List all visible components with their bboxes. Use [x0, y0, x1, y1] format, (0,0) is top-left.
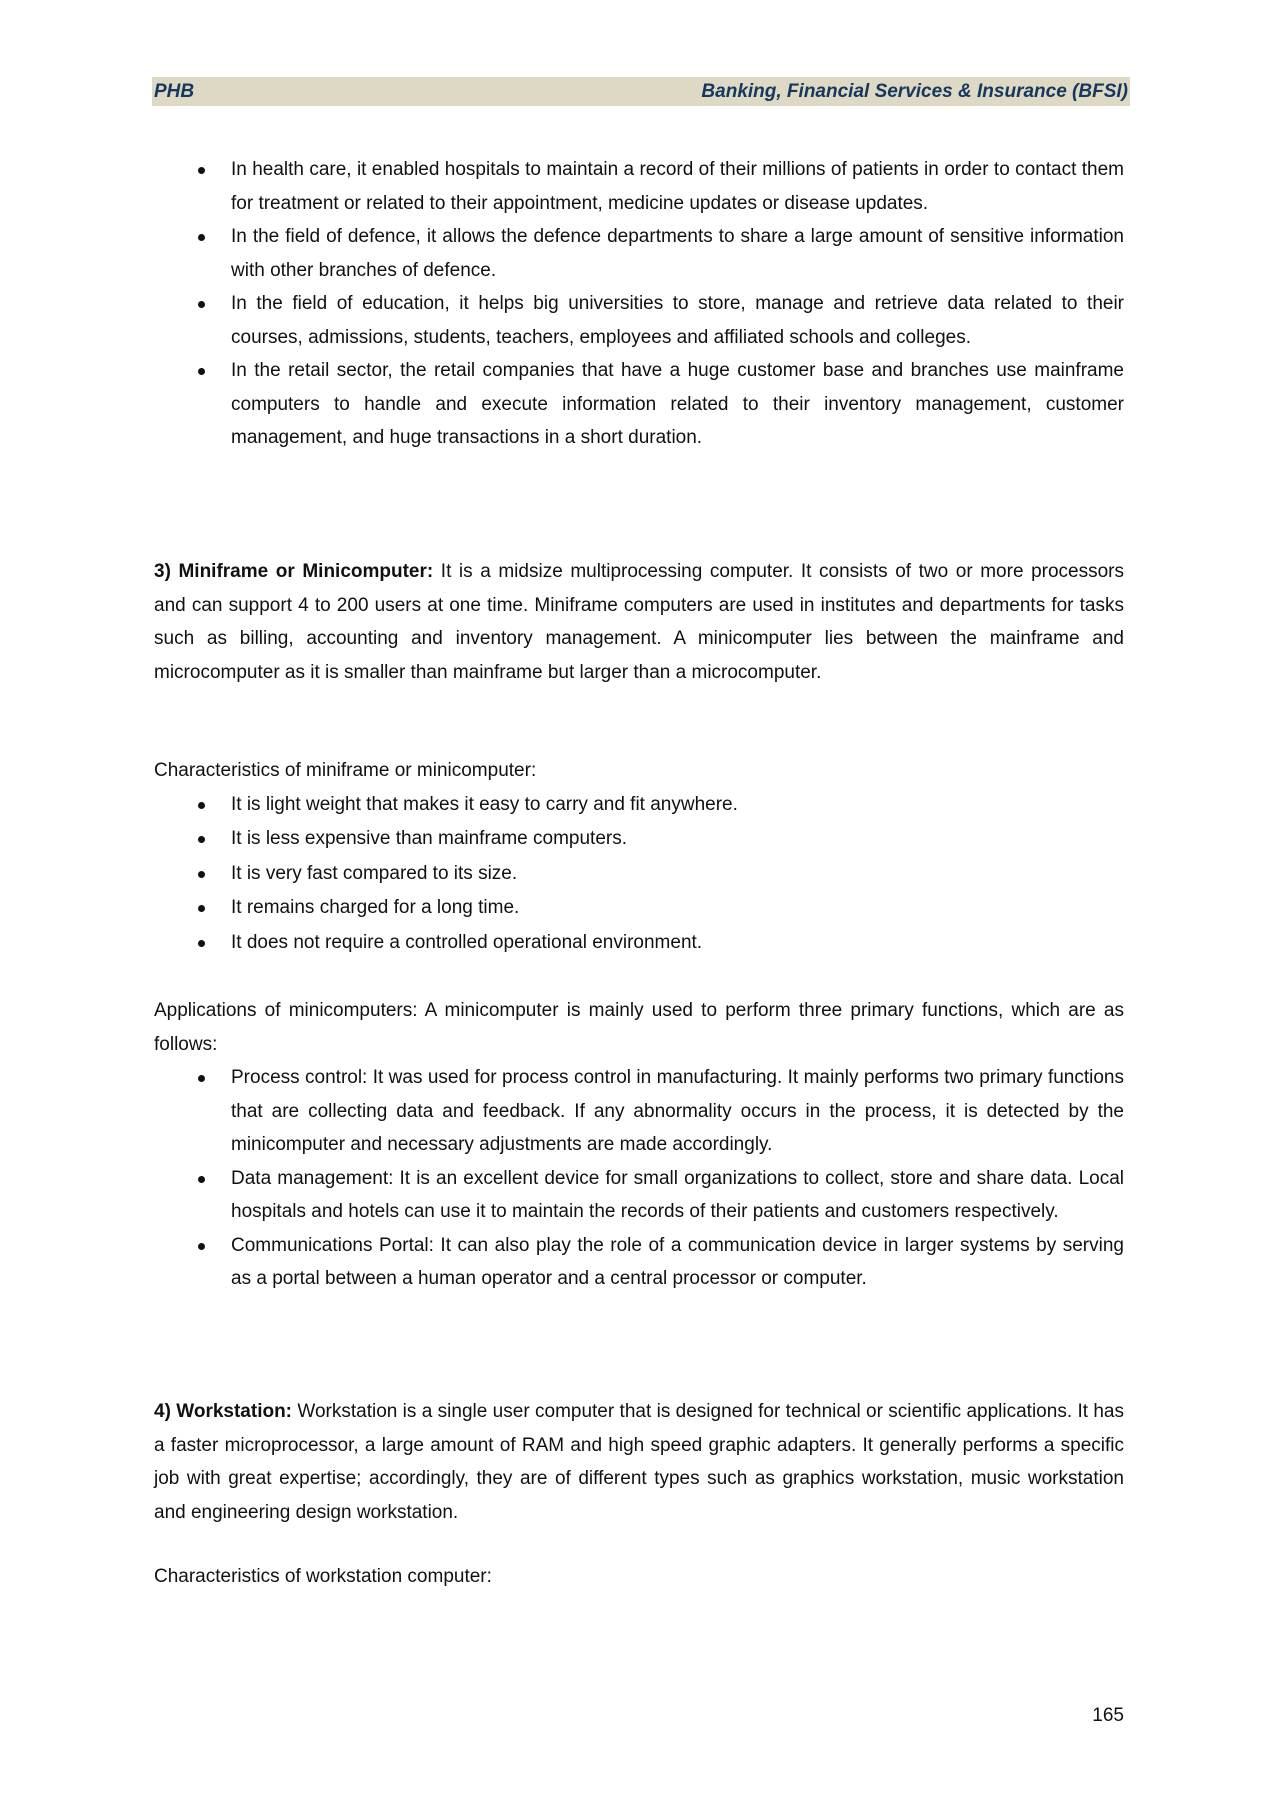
list-item: In the field of education, it helps big universities to store, manage and retrieve data related to their courses, admissions, students, teachers, employees and affiliated schools and colleges.	[154, 287, 1124, 354]
list-item: It remains charged for a long time.	[154, 891, 1124, 926]
list-intro: Characteristics of miniframe or minicomputer:	[154, 760, 537, 781]
paragraph-text: It is a midsize multiprocessing computer. It consists of two or more processors and can support 4 to 200 users at one time. Miniframe computers are used in institutes and departments for tasks such as billing, accounting and inventory management. A minicomputer lies between the mainframe and microcomputer as it is smaller than mainframe but larger than a microcomputer.	[154, 561, 1125, 683]
list-item: Communications Portal: It can also play the role of a communication device in larger systems by serving as a portal between a human operator and a central processor or computer.	[154, 1229, 1124, 1296]
minicomputer-applications	[154, 994, 1124, 1296]
paragraph-text: Workstation is a single user computer that is designed for technical or scientific applications. It has a faster microprocessor, a large amount of RAM and high speed graphic adapters. It generally performs a specific job with great expertise; accordingly, they are of different types such as graphics workstation, music workstation and engineering design workstation.	[154, 1401, 1124, 1523]
minicomputer-characteristics	[154, 754, 1124, 960]
section-heading: 4) Workstation:	[154, 1401, 293, 1422]
section-heading: 3) Miniframe or Minicomputer:	[154, 561, 434, 582]
minicomputer-paragraph	[154, 555, 1124, 689]
list-item: It does not require a controlled operational environment.	[154, 926, 1124, 961]
list-item: In the field of defence, it allows the defence departments to share a large amount of sensitive information with other branches of defence.	[154, 220, 1124, 287]
workstation-characteristics-intro	[154, 1560, 1124, 1594]
list-item: Data management: It is an excellent device for small organizations to collect, store and share data. Local hospitals and hotels can use it to maintain the records of their patients and customers respectively.	[154, 1162, 1124, 1229]
list-intro: Applications of minicomputers: A minicomputer is mainly used to perform three primary functions, which are as follows:	[154, 1000, 1124, 1055]
list-item: It is very fast compared to its size.	[154, 857, 1124, 892]
list-item: In health care, it enabled hospitals to maintain a record of their millions of patients in order to contact them for treatment or related to their appointment, medicine updates or disease updates.	[154, 153, 1124, 220]
page-header	[152, 77, 1130, 106]
page-number: 165	[1092, 1705, 1124, 1726]
list-item: In the retail sector, the retail companies that have a huge customer base and branches use mainframe computers to handle and execute information related to their inventory management, customer management, and huge transactions in a short duration.	[154, 354, 1124, 455]
list-item: It is light weight that makes it easy to carry and fit anywhere.	[154, 788, 1124, 823]
list-item: Process control: It was used for process control in manufacturing. It mainly performs two primary functions that are collecting data and feedback. If any abnormality occurs in the process, it is detected by the minicomputer and necessary adjustments are made accordingly.	[154, 1061, 1124, 1162]
header-right: Banking, Financial Services & Insurance (BFSI)	[701, 80, 1128, 102]
list-intro: Characteristics of workstation computer:	[154, 1566, 492, 1587]
list-item: It is less expensive than mainframe computers.	[154, 822, 1124, 857]
header-left: PHB	[154, 80, 195, 102]
mainframe-applications-list	[154, 153, 1124, 455]
workstation-paragraph	[154, 1395, 1124, 1529]
